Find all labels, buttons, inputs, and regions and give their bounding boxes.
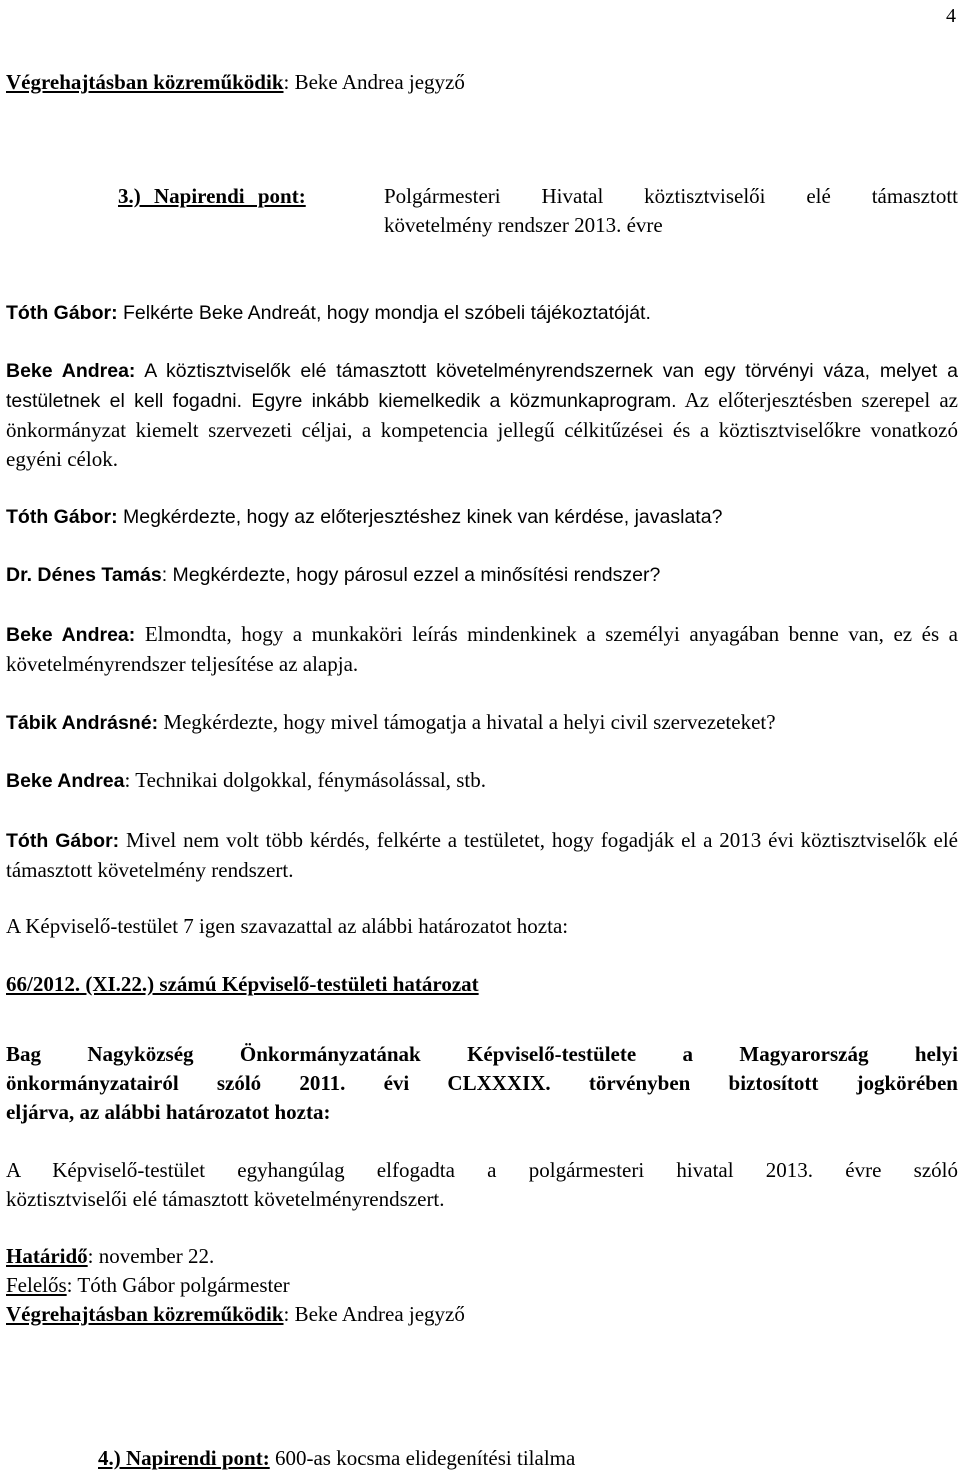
vote-sentence: A Képviselő-testület 7 igen szavazattal az alábbi határozatot hozta:: [6, 914, 569, 938]
paragraph-denes: [6, 560, 958, 590]
responsible-line: [6, 1271, 958, 1300]
agenda-item-4: [98, 1444, 958, 1473]
executor-label: Végrehajtásban közreműködik: [6, 70, 284, 94]
resolution-body: [6, 1156, 958, 1214]
speaker-label: Beke Andrea: [6, 770, 125, 792]
resolution-meta: [6, 1242, 958, 1329]
preamble-line-3: eljárva, az alábbi határozatot hozta:: [6, 1100, 331, 1124]
paragraph-text: : Megkérdezte, hogy párosul ezzel a minősítési rendszer?: [161, 564, 661, 586]
resolution-body-line-1: A Képviselő-testület egyhangúlag elfogadta a polgármesteri hivatal 2013. évre szóló: [6, 1158, 958, 1182]
speaker-label: Beke Andrea:: [6, 360, 136, 382]
paragraph-text-serif: Az előterjesztésben szerepel az önkormányzat kiemelt szervezeti céljai, a kompetencia jellegű célkitűzései és a köztisztviselőkre vonatkozó egyéni célok.: [6, 388, 958, 471]
paragraph-toth-1: [6, 298, 958, 328]
executor-label: Végrehajtásban közreműködik: [6, 1302, 284, 1326]
preamble-line-1: Bag Nagyközség Önkormányzatának Képviselő-testülete a Magyarország helyi: [6, 1042, 958, 1066]
paragraph-text: Felkérte Beke Andreát, hogy mondja el szóbeli tájékoztatóját.: [117, 302, 651, 324]
page-number: 4: [946, 5, 956, 27]
executor-value: : Beke Andrea jegyző: [283, 70, 465, 94]
speaker-label: Tóth Gábor:: [6, 830, 120, 852]
paragraph-text: : Technikai dolgokkal, fénymásolással, stb.: [124, 768, 486, 792]
agenda-heading: 3.) Napirendi pont:: [118, 184, 306, 208]
paragraph-toth-3: [6, 826, 958, 885]
paragraph-beke-1: [6, 356, 958, 474]
paragraph-text: Megkérdezte, hogy az előterjesztéshez kinek van kérdése, javaslata?: [117, 506, 723, 528]
paragraph-text: Elmondta, hogy a munkaköri leírás mindenkinek a személyi anyagában benne van, ez és a követelményrendszer teljesítése az alapja.: [6, 622, 958, 676]
speaker-label: Tóth Gábor:: [6, 302, 118, 324]
paragraph-toth-2: [6, 502, 958, 532]
agenda-title-line-2: követelmény rendszer 2013. évre: [384, 213, 663, 237]
agenda-title: 600-as kocsma elidegenítési tilalma: [269, 1446, 576, 1470]
resolution-body-line-2: köztisztviselői elé támasztott követelményrendszert.: [6, 1187, 445, 1211]
deadline-line: [6, 1242, 958, 1271]
responsible-value: : Tóth Gábor polgármester: [66, 1273, 290, 1297]
paragraph-text-sans: A köztisztviselők elé támasztott követelményrendszernek van egy törvényi váza, melyet a testületnek el kell fogadni. Egyre inkább kiemelkedik a közmunkaprogram.: [6, 360, 958, 412]
speaker-label: Dr. Dénes Tamás: [6, 564, 162, 586]
deadline-value: : november 22.: [87, 1244, 215, 1268]
speaker-label: Beke Andrea:: [6, 624, 136, 646]
paragraph-text: Megkérdezte, hogy mivel támogatja a hivatal a helyi civil szervezeteket?: [158, 710, 776, 734]
preamble-line-2: önkormányzatairól szóló 2011. évi CLXXXIX. törvényben biztosított jogkörében: [6, 1071, 958, 1095]
paragraph-beke-2: [6, 620, 958, 679]
agenda-heading: 4.) Napirendi pont:: [98, 1446, 270, 1470]
deadline-label: Határidő: [6, 1244, 88, 1268]
agenda-title-line-1: Polgármesteri Hivatal köztisztviselői elé támasztott: [384, 184, 958, 208]
paragraph-beke-3: [6, 766, 958, 796]
resolution-preamble: [6, 1040, 958, 1127]
paragraph-text: Mivel nem volt több kérdés, felkérte a testületet, hogy fogadják el a 2013 évi köztisztviselők elé támasztott követelmény rendszert.: [6, 828, 958, 882]
executor-line-top: [6, 68, 958, 97]
speaker-label: Tóth Gábor:: [6, 506, 118, 528]
responsible-label: Felelős: [6, 1273, 67, 1297]
executor-line-bottom: [6, 1300, 958, 1329]
paragraph-tabik: [6, 708, 958, 738]
resolution-title: 66/2012. (XI.22.) számú Képviselő-testületi határozat: [6, 972, 479, 996]
speaker-label: Tábik Andrásné:: [6, 712, 159, 734]
executor-value: : Beke Andrea jegyző: [283, 1302, 465, 1326]
agenda-title: [384, 182, 958, 240]
